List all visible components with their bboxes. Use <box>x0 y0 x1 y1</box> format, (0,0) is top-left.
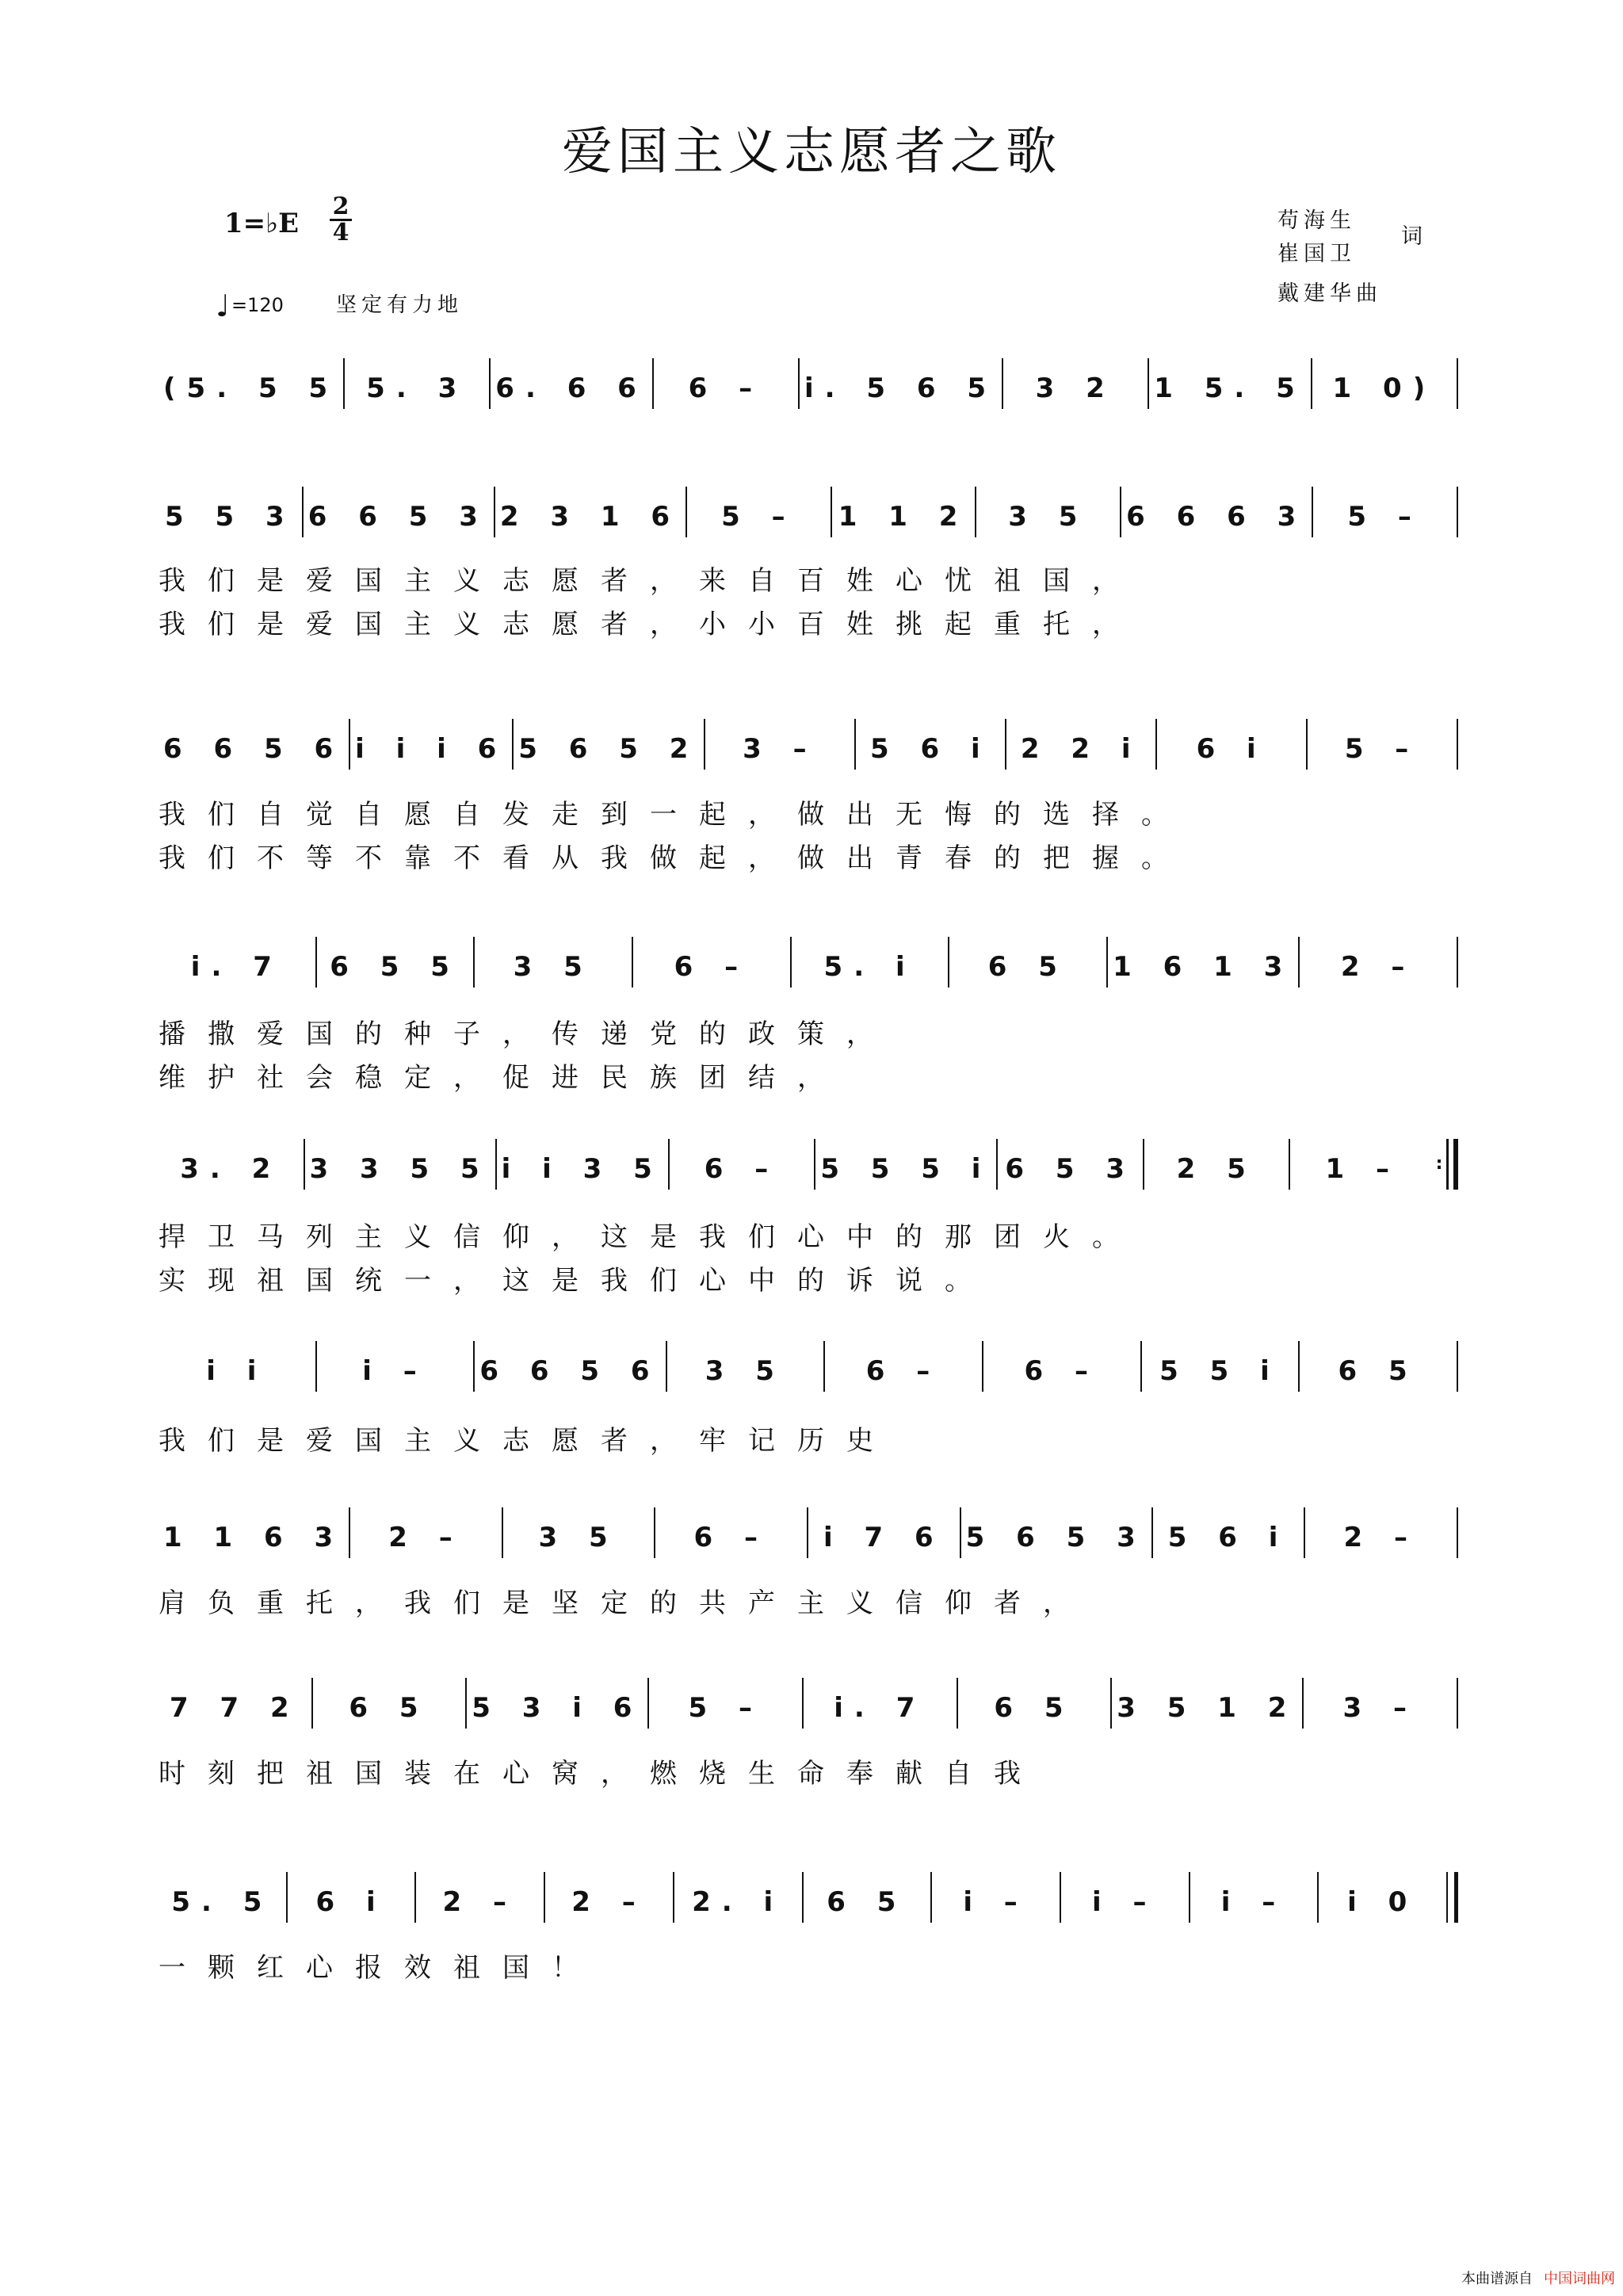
lyric-text: 我们自觉自愿自发走到一起，做出无悔的选择。 <box>158 799 1190 831</box>
measure <box>633 951 790 983</box>
measure <box>705 733 854 765</box>
measure <box>1157 733 1306 765</box>
measure-notes: 1 1 2 <box>838 501 969 533</box>
repeat-dots: : <box>1435 1154 1443 1174</box>
measure-notes: 3. 2 <box>180 1153 282 1185</box>
measure-notes: 1 6 1 3 <box>1113 951 1294 983</box>
tempo-value: =120 <box>231 294 284 316</box>
measure-notes: 5 5 i <box>1159 1355 1281 1387</box>
lyricist-2: 崔国卫 <box>1277 242 1356 266</box>
barline <box>1457 1678 1458 1729</box>
measure-notes: 3 5 <box>705 1355 785 1387</box>
measure-notes: i 7 6 <box>823 1522 945 1553</box>
time-signature <box>325 195 357 245</box>
measure <box>475 951 632 983</box>
barline <box>1457 719 1458 770</box>
notation-row <box>158 372 1458 420</box>
measure-notes: 6. 6 6 <box>495 372 647 404</box>
lyric-text: 时刻把祖国装在心窝，燃烧生命奉献自我 <box>158 1758 1043 1790</box>
notation-row <box>158 1522 1458 1569</box>
measure <box>1108 951 1298 983</box>
measure <box>1144 1153 1289 1185</box>
measure <box>687 501 831 533</box>
barline <box>1457 1507 1458 1558</box>
measure-notes: i i i 6 <box>355 733 508 765</box>
lyric-line <box>158 1215 1426 1254</box>
measure-notes: 6 6 6 3 <box>1126 501 1308 533</box>
measure-notes: 6 i <box>1196 733 1267 765</box>
expression-marking: 坚定有力地 <box>336 293 464 317</box>
barline <box>1457 487 1458 537</box>
measure <box>545 1886 673 1918</box>
lyric-line <box>158 559 1426 598</box>
measure <box>350 733 512 765</box>
measure <box>976 501 1120 533</box>
measure <box>158 1355 315 1387</box>
lyric-text: 捍卫马列主义信仰，这是我们心中的那团火。 <box>158 1221 1141 1253</box>
measure <box>670 1153 815 1185</box>
measure-notes: i. 7 <box>834 1692 926 1724</box>
measure <box>158 372 343 404</box>
measure-notes: 3 5 1 2 <box>1117 1692 1298 1724</box>
lyric-text: 实现祖国统一，这是我们心中的诉说。 <box>158 1265 994 1297</box>
measure-notes: 5. 5 <box>171 1886 273 1918</box>
measure <box>832 501 976 533</box>
measure <box>475 1355 665 1387</box>
measure <box>1313 501 1457 533</box>
lyric-text: 我们是爱国主义志愿者，小小百姓挑起重托， <box>158 609 1141 640</box>
lyric-line <box>158 602 1426 641</box>
measure-notes: 5 5 5 i <box>820 1153 992 1185</box>
measure <box>416 1886 544 1918</box>
lyric-line <box>158 1752 1426 1790</box>
measure-notes: 6 6 5 6 <box>163 733 345 765</box>
measure-notes: 6 – <box>704 1153 780 1185</box>
measure-notes: 5 6 5 2 <box>518 733 700 765</box>
measure-notes: 6 6 5 3 <box>307 501 489 533</box>
notation-row <box>158 733 1458 781</box>
quarter-note-icon: ♩ <box>216 288 230 323</box>
lyric-role: 词 <box>1401 224 1423 249</box>
measure <box>1312 372 1457 404</box>
measure-notes: 3 – <box>1342 1692 1418 1724</box>
measure-notes: 3 5 <box>513 951 594 983</box>
lyric-text: 一颗红心报效祖国！ <box>158 1952 601 1984</box>
measure-notes: 5 – <box>1344 733 1420 765</box>
measure-notes: i i <box>206 1355 268 1387</box>
lyricist-1: 苟海生 <box>1277 208 1356 233</box>
measure <box>158 951 315 983</box>
repeat-barline <box>1435 1139 1458 1190</box>
measure-notes: i. 7 <box>190 951 283 983</box>
measure-notes: 1 1 6 3 <box>163 1522 345 1553</box>
measure <box>158 1153 304 1185</box>
measure-notes: i. 5 6 5 <box>804 372 998 404</box>
measure-notes: 6 – <box>865 1355 941 1387</box>
measure-notes: 6 – <box>674 951 750 983</box>
measure-notes: 2 – <box>1340 951 1416 983</box>
measure-notes: 6 5 <box>987 951 1068 983</box>
measure <box>497 1153 668 1185</box>
lyric-line <box>158 793 1426 831</box>
measure-notes: 6 – <box>1024 1355 1099 1387</box>
measure-notes: 3 5 <box>538 1522 619 1553</box>
measure <box>856 733 1005 765</box>
measure <box>667 1355 824 1387</box>
lyric-text: 我们不等不靠不看从我做起，做出青春的把握。 <box>158 842 1190 874</box>
lyric-line <box>158 836 1426 875</box>
barline <box>1457 1341 1458 1392</box>
measure <box>288 1886 415 1918</box>
measure <box>1006 733 1155 765</box>
measure <box>949 951 1106 983</box>
measure-notes: 6 5 3 <box>1005 1153 1136 1185</box>
measure <box>1153 1522 1304 1553</box>
lyric-text: 播撒爱国的种子，传递党的政策， <box>158 1018 896 1050</box>
measure <box>958 1692 1111 1724</box>
measure-notes: 2 – <box>1343 1522 1419 1553</box>
notation-row <box>158 951 1458 999</box>
measure-notes: i i 3 5 <box>501 1153 663 1185</box>
composer: 戴建华曲 <box>1277 281 1382 306</box>
measure <box>1149 372 1311 404</box>
measure-notes: 5 – <box>688 1692 763 1724</box>
final-barline <box>1446 1872 1458 1923</box>
measure <box>158 1522 349 1553</box>
measure-notes: i – <box>963 1886 1029 1918</box>
measure <box>932 1886 1060 1918</box>
thin-bar <box>1446 1139 1449 1190</box>
measure-notes: 2 – <box>388 1522 464 1553</box>
measure <box>1190 1886 1318 1918</box>
measure <box>317 1355 474 1387</box>
measure-notes: 2 3 1 6 <box>499 501 681 533</box>
lyric-line <box>158 1946 1426 1985</box>
measure-notes: 6 5 <box>827 1886 907 1918</box>
measure-notes: 5 5 3 <box>165 501 296 533</box>
measure-notes: 2 – <box>442 1886 517 1918</box>
measure <box>961 1522 1151 1553</box>
notation-row <box>158 1886 1458 1934</box>
measure-notes: 2. i <box>692 1886 785 1918</box>
lyric-text: 我们是爱国主义志愿者，来自百姓心忧祖国， <box>158 565 1141 597</box>
measure <box>1300 1355 1457 1387</box>
measure <box>800 372 1002 404</box>
barline <box>1457 358 1458 409</box>
measure <box>1290 1153 1435 1185</box>
measure <box>655 1522 807 1553</box>
measure <box>654 372 798 404</box>
measure <box>1061 1886 1189 1918</box>
measure-notes: 6 5 <box>1338 1355 1419 1387</box>
measure <box>467 1692 647 1724</box>
measure-notes: 6 6 5 6 <box>479 1355 661 1387</box>
tempo-marking <box>216 288 284 323</box>
measure-notes: 6 – <box>693 1522 769 1553</box>
notation-row <box>158 1355 1458 1403</box>
measure <box>304 501 494 533</box>
measure <box>158 1692 311 1724</box>
measure <box>825 1355 982 1387</box>
measure-notes: 5 3 i 6 <box>472 1692 643 1724</box>
lyric-text: 维护社会稳定，促进民族团结， <box>158 1062 846 1094</box>
measure-notes: 5 6 i <box>869 733 991 765</box>
measure-notes: 5 6 i <box>1167 1522 1289 1553</box>
lyric-line <box>158 1056 1426 1095</box>
measure <box>1003 372 1148 404</box>
measure <box>495 501 685 533</box>
measure <box>674 1886 802 1918</box>
lyric-text: 我们是爱国主义志愿者，牢记历史 <box>158 1425 896 1457</box>
measure-notes: 3 3 5 5 <box>309 1153 491 1185</box>
measure <box>350 1522 502 1553</box>
footer-site: 中国词曲网 <box>1544 2271 1615 2287</box>
measure <box>804 1692 957 1724</box>
measure-notes: 1 0) <box>1332 372 1437 404</box>
measure <box>1319 1886 1446 1918</box>
measure-notes: 5 – <box>721 501 796 533</box>
song-title: 爱国主义志愿者之歌 <box>562 123 1061 181</box>
measure-notes: 1 5. 5 <box>1154 372 1306 404</box>
measure-notes: 5 – <box>1347 501 1423 533</box>
measure <box>983 1355 1140 1387</box>
measure-notes: 2 2 i <box>1020 733 1142 765</box>
measure <box>158 733 349 765</box>
measure-notes: 5. 3 <box>366 372 468 404</box>
lyric-line <box>158 1012 1426 1051</box>
measure <box>1308 733 1457 765</box>
barline <box>1457 937 1458 988</box>
key-signature: 1=♭E <box>224 208 300 239</box>
lyric-line <box>158 1259 1426 1297</box>
measure <box>305 1153 495 1185</box>
measure-notes: 2 – <box>571 1886 647 1918</box>
measure-notes: 6 – <box>688 372 764 404</box>
thick-bar <box>1453 1139 1458 1190</box>
notation-row <box>158 1153 1458 1201</box>
measure <box>815 1153 996 1185</box>
measure-notes: 3 5 <box>1008 501 1089 533</box>
measure <box>345 372 489 404</box>
measure-notes: 6 5 <box>994 1692 1075 1724</box>
measure-notes: 2 5 <box>1176 1153 1257 1185</box>
measure <box>491 372 652 404</box>
time-signature-bottom: 4 <box>332 219 349 246</box>
measure-notes: 6 i <box>315 1886 387 1918</box>
measure-notes: i – <box>1220 1886 1287 1918</box>
measure <box>808 1522 960 1553</box>
source-footer <box>1461 2267 1615 2288</box>
measure <box>1300 951 1457 983</box>
measure-notes: i – <box>362 1355 428 1387</box>
measure <box>1112 1692 1302 1724</box>
measure-notes: 3 – <box>743 733 818 765</box>
measure-notes: 5. i <box>823 951 916 983</box>
measure <box>804 1886 931 1918</box>
measure <box>649 1692 802 1724</box>
measure <box>313 1692 466 1724</box>
measure <box>158 1886 286 1918</box>
measure <box>158 501 302 533</box>
measure-notes: 6 5 <box>349 1692 430 1724</box>
notation-row <box>158 501 1458 548</box>
measure <box>1305 1522 1457 1553</box>
measure-notes: i – <box>1092 1886 1158 1918</box>
measure-notes: (5. 5 5 <box>163 372 339 404</box>
notation-row <box>158 1692 1458 1740</box>
measure-notes: 5 6 5 3 <box>965 1522 1147 1553</box>
measure <box>998 1153 1143 1185</box>
measure <box>792 951 949 983</box>
time-signature-top: 2 <box>332 193 349 220</box>
measure <box>514 733 704 765</box>
measure-notes: 3 2 <box>1035 372 1116 404</box>
measure <box>317 951 474 983</box>
measure-notes: 6 5 5 <box>330 951 460 983</box>
measure-notes: i 0 <box>1347 1886 1419 1918</box>
lyric-line <box>158 1581 1426 1620</box>
measure <box>1121 501 1312 533</box>
measure <box>1142 1355 1299 1387</box>
lyric-text: 肩负重托，我们是坚定的共产主义信仰者， <box>158 1587 1092 1619</box>
footer-source: 本曲谱源自 <box>1461 2271 1533 2287</box>
measure-notes: 7 7 2 <box>169 1692 300 1724</box>
measure <box>503 1522 655 1553</box>
measure-notes: 1 – <box>1325 1153 1400 1185</box>
measure <box>1304 1692 1457 1724</box>
lyric-line <box>158 1419 1426 1457</box>
